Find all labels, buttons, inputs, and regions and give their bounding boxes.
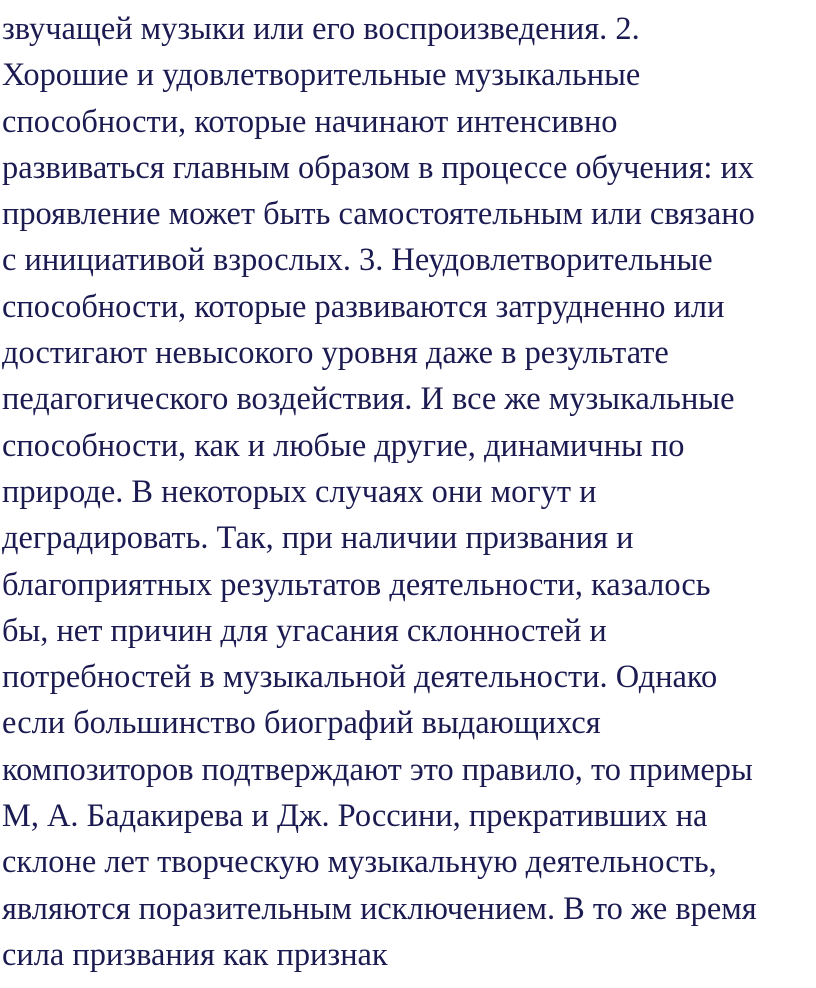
text-line: развиваться главным образом в процессе обучения: их [2,149,755,186]
text-line: являются поразительным исключением. В то же время [2,890,757,927]
text-line: Хорошие и удовлетворительные музыкальные [2,57,641,94]
text-line: способности, как и любые другие, динамичны по [2,427,685,464]
text-line: деградировать. Так, при наличии призвания и [2,520,634,557]
text-line: сила призвания как признак [2,936,388,973]
text-line: способности, которые развиваются затрудненно или [2,288,725,325]
text-line: проявление может быть самостоятельным или связано [2,196,755,233]
text-line: достигают невысокого уровня даже в результате [2,335,669,372]
text-line: композиторов подтверждают это правило, то примеры [2,751,753,788]
text-line: бы, нет причин для угасания склонностей и [2,612,607,649]
text-line: звучащей музыки или его воспроизведения. 2. [2,11,640,47]
body-text [2,6,816,978]
text-line: склоне лет творческую музыкальную деятельность, [2,844,717,881]
text-line: М, А. Бадакирева и Дж. Россини, прекративших на [2,798,708,835]
text-line: благоприятных результатов деятельности, казалось [2,566,711,603]
text-line: с инициативой взрослых. 3. Неудовлетворительные [2,242,713,279]
text-line: способности, которые начинают интенсивно [2,103,618,140]
text-line: если большинство биографий выдающихся [2,705,601,742]
text-line: природе. В некоторых случаях они могут и [2,473,597,510]
text-line: педагогического воздействия. И все же музыкальные [2,381,735,418]
text-line: потребностей в музыкальной деятельности. Однако [2,659,718,696]
